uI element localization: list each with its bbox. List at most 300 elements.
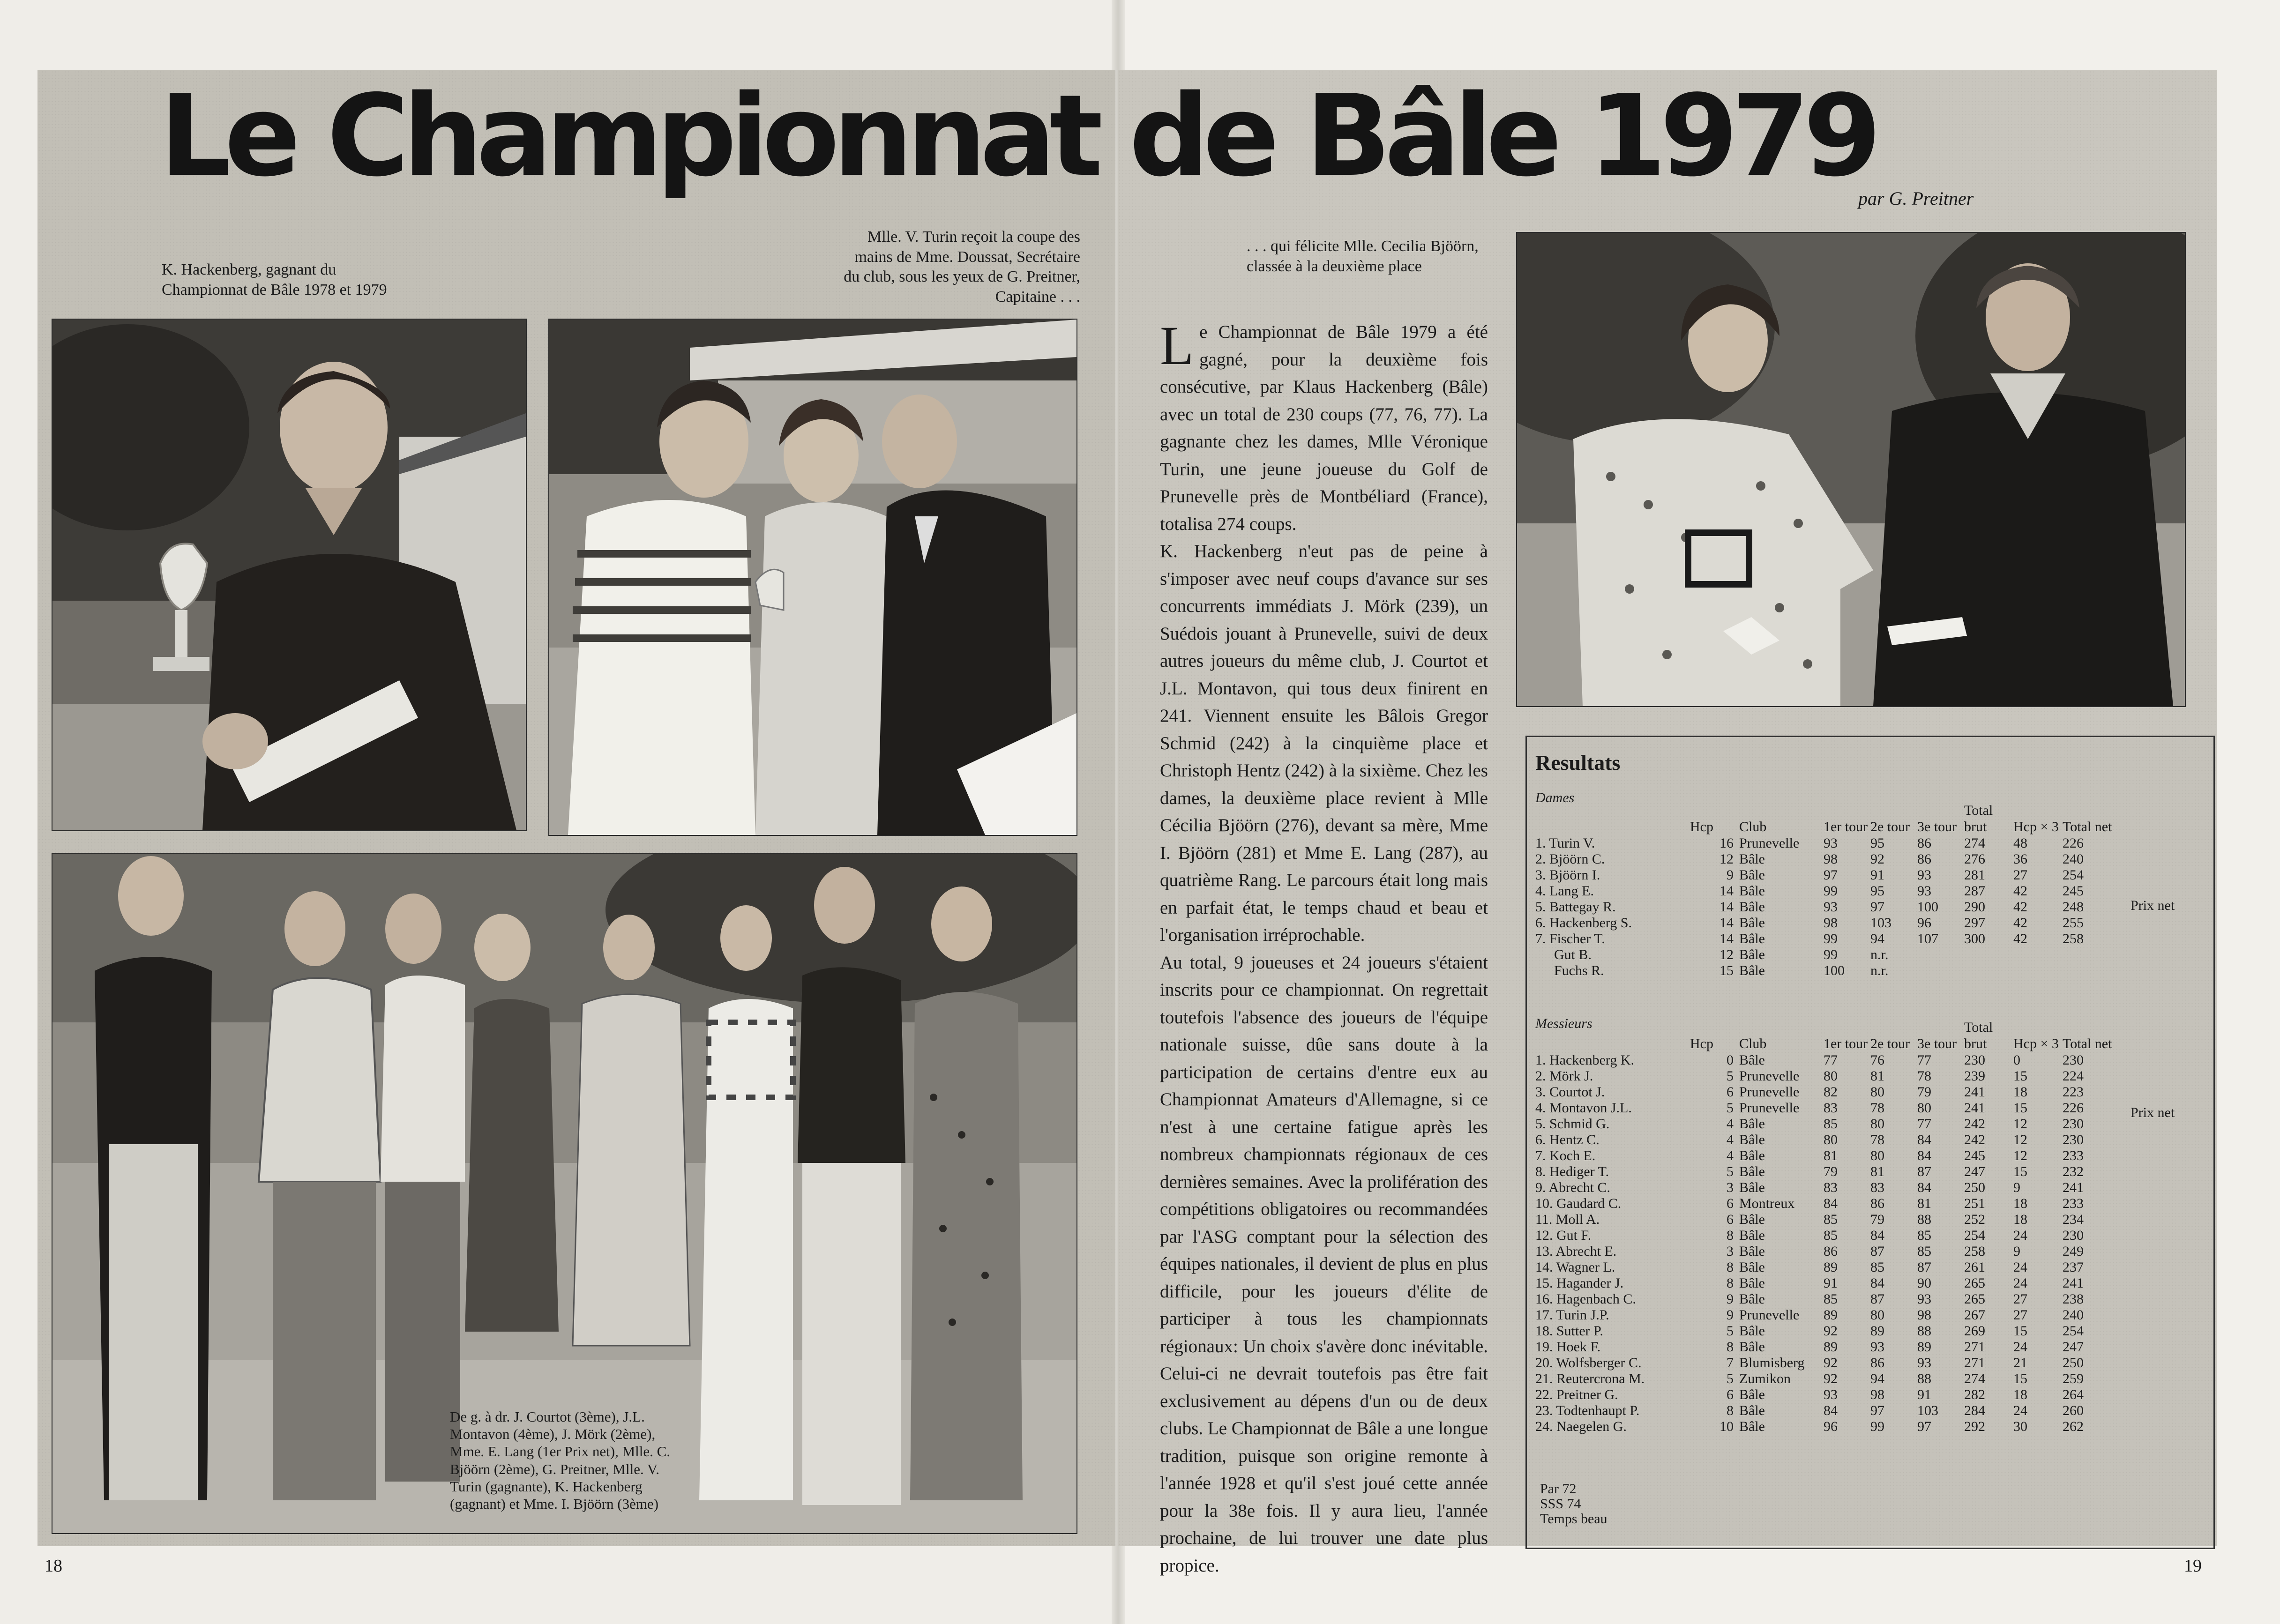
table-cell: 260	[2063, 1402, 2084, 1418]
table-cell: 284	[1964, 1402, 1985, 1418]
table-cell: 27	[2013, 1307, 2027, 1323]
table-cell: 258	[1964, 1243, 1985, 1259]
table-cell: 97	[1870, 899, 1884, 915]
table-cell: 241	[2063, 1179, 2084, 1195]
table-cell: Prunevelle	[1739, 1068, 1800, 1084]
table-cell: 98	[1917, 1307, 1931, 1323]
prix-net-note-dames: Prix net	[2130, 898, 2175, 913]
table-row	[1535, 1116, 2114, 1132]
table-row	[1535, 867, 2114, 883]
table-cell: 6	[1727, 1084, 1734, 1100]
table-cell	[1917, 946, 1964, 962]
section-label-dames: Dames	[1535, 790, 1575, 805]
table-cell: Gut B.	[1554, 946, 1592, 962]
table-cell: 240	[2063, 1307, 2084, 1323]
table-cell: 5	[1727, 1068, 1734, 1084]
table-cell: 92	[1824, 1355, 1838, 1371]
table-cell: 24	[2013, 1227, 2027, 1243]
table-cell: 89	[1824, 1307, 1838, 1323]
table-cell: 6. Hentz C.	[1535, 1132, 1600, 1147]
table-cell: Bâle	[1739, 1179, 1765, 1195]
table-cell: Bâle	[1739, 1116, 1765, 1132]
table-cell: 230	[2063, 1116, 2084, 1132]
table-cell: 230	[2063, 1052, 2084, 1068]
table-cell: 80	[1870, 1084, 1884, 1100]
table-row	[1535, 915, 2114, 931]
table-cell: 96	[1917, 915, 1931, 931]
header-total-net: Total net	[2063, 1035, 2112, 1051]
table-cell: 87	[1917, 1163, 1931, 1179]
results-table-messieurs	[1535, 1020, 2114, 1434]
table-cell: Bâle	[1739, 899, 1765, 915]
table-row	[1535, 1291, 2114, 1307]
header-hcp: Hcp	[1690, 819, 1713, 834]
table-cell: 264	[2063, 1386, 2084, 1402]
table-cell: 265	[1964, 1291, 1985, 1307]
results-box	[1525, 736, 2215, 1549]
table-row	[1535, 1323, 2114, 1339]
table-cell: 254	[1964, 1227, 1985, 1243]
table-cell: 16. Hagenbach C.	[1535, 1291, 1636, 1307]
table-cell: 6	[1727, 1211, 1734, 1227]
table-cell: 9. Abrecht C.	[1535, 1179, 1610, 1195]
table-cell: 24	[2013, 1259, 2027, 1275]
table-cell: 3. Courtot J.	[1535, 1084, 1605, 1100]
caption-group: De g. à dr. J. Courtot (3ème), J.L. Montavon (4ème), J. Mörk (2ème), Mme. E. Lang (1er Prix net), Mlle. C. Bjöörn (2ème), G. Preitner, Mlle. V. Turin (gagnante), K. Hackenberg (gagnant) et Mme. I. Bjöörn (3ème)	[450, 1408, 671, 1512]
table-row	[1535, 883, 2114, 899]
table-cell: 269	[1964, 1323, 1985, 1339]
table-cell: 230	[2063, 1227, 2084, 1243]
table-cell: 1. Hackenberg K.	[1535, 1052, 1635, 1068]
table-cell: 240	[2063, 851, 2084, 867]
table-cell: 274	[1964, 835, 1985, 851]
table-cell: 223	[2063, 1084, 2084, 1100]
table-cell: 103	[1917, 1402, 1938, 1418]
table-cell: 84	[1870, 1275, 1884, 1291]
table-cell: 88	[1917, 1323, 1931, 1339]
table-cell: 262	[2063, 1418, 2084, 1434]
table-cell: 233	[2063, 1147, 2084, 1163]
table-cell: 24. Naegelen G.	[1535, 1418, 1627, 1434]
table-cell: 83	[1824, 1100, 1838, 1116]
table-cell: 230	[2063, 1132, 2084, 1147]
table-row	[1535, 1227, 2114, 1243]
table-row	[1535, 1211, 2114, 1227]
table-cell: 281	[1964, 867, 1985, 883]
table-row	[1535, 1132, 2114, 1147]
header-total-net: Total net	[2063, 819, 2112, 834]
table-cell	[1917, 962, 1964, 978]
table-cell: 6	[1727, 1386, 1734, 1402]
table-cell: 12	[1719, 946, 1734, 962]
table-cell: 84	[1917, 1132, 1931, 1147]
table-cell: 107	[1917, 931, 1938, 946]
table-cell: 93	[1917, 1291, 1931, 1307]
table-cell: Bâle	[1739, 1339, 1765, 1355]
table-row	[1535, 1355, 2114, 1371]
table-cell: 88	[1917, 1211, 1931, 1227]
table-cell: 95	[1870, 883, 1884, 899]
table-cell: 248	[2063, 899, 2084, 915]
results-table-dames	[1535, 803, 2114, 978]
table-cell: 259	[2063, 1371, 2084, 1386]
table-cell: 237	[2063, 1259, 2084, 1275]
table-cell: 9	[2013, 1179, 2020, 1195]
table-row	[1535, 931, 2114, 946]
table-cell: 97	[1917, 1418, 1931, 1434]
table-cell: 233	[2063, 1195, 2084, 1211]
table-row	[1535, 1402, 2114, 1418]
table-cell: 18	[2013, 1195, 2027, 1211]
table-cell: 86	[1917, 835, 1931, 851]
table-cell: 99	[1824, 946, 1838, 962]
table-cell: 5	[1727, 1323, 1734, 1339]
photo-bjoorn	[1516, 232, 2186, 707]
table-cell: Bâle	[1739, 1323, 1765, 1339]
table-cell: Bâle	[1739, 1386, 1765, 1402]
table-cell: 8	[1727, 1339, 1734, 1355]
table-cell: 254	[2063, 1323, 2084, 1339]
table-cell: 247	[2063, 1339, 2084, 1355]
caption-turin: Mlle. V. Turin reçoit la coupe des mains de Mme. Doussat, Secrétaire du club, sous les yeux de G. Preitner, Capitaine . . .	[844, 228, 1080, 305]
table-cell: 9	[1727, 1291, 1734, 1307]
table-cell: 42	[2013, 915, 2027, 931]
table-cell: 86	[1870, 1195, 1884, 1211]
table-cell: 15. Hagander J.	[1535, 1275, 1624, 1291]
table-cell: Bâle	[1739, 946, 1765, 962]
header-round-2: 2e tour	[1870, 1035, 1910, 1051]
table-cell: 87	[1870, 1291, 1884, 1307]
table-cell: 14	[1719, 899, 1734, 915]
table-cell: 287	[1964, 883, 1985, 899]
table-row	[1535, 835, 2114, 851]
table-cell: Bâle	[1739, 1052, 1765, 1068]
table-cell: 77	[1917, 1116, 1931, 1132]
table-cell: 18. Sutter P.	[1535, 1323, 1604, 1339]
table-row	[1535, 899, 2114, 915]
header-club: Club	[1739, 1035, 1767, 1051]
table-cell: 98	[1824, 851, 1838, 867]
table-cell: Bâle	[1739, 1243, 1765, 1259]
header-round-3: 3e tour	[1917, 819, 1957, 834]
table-cell: 99	[1870, 1418, 1884, 1434]
table-cell: 85	[1917, 1243, 1931, 1259]
table-cell: Bâle	[1739, 1211, 1765, 1227]
table-row	[1535, 946, 2114, 962]
table-cell: 80	[1870, 1307, 1884, 1323]
table-cell: 12	[1719, 851, 1734, 867]
table-cell: 15	[2013, 1371, 2027, 1386]
table-cell: 83	[1870, 1179, 1884, 1195]
table-cell: 93	[1824, 1386, 1838, 1402]
photo-turin-cup	[548, 319, 1077, 836]
table-cell: 8. Hediger T.	[1535, 1163, 1609, 1179]
table-cell: 11. Moll A.	[1535, 1211, 1600, 1227]
table-cell: 5	[1727, 1371, 1734, 1386]
table-cell: 7. Fischer T.	[1535, 931, 1605, 946]
header-hcp-x3: Hcp × 3	[2013, 1035, 2059, 1051]
table-cell: 247	[1964, 1163, 1985, 1179]
table-cell: Bâle	[1739, 851, 1765, 867]
table-cell: 17. Turin J.P.	[1535, 1307, 1609, 1323]
table-cell: 79	[1917, 1084, 1931, 1100]
table-row	[1535, 1147, 2114, 1163]
table-cell: 99	[1824, 883, 1838, 899]
table-cell: Bâle	[1739, 1163, 1765, 1179]
table-cell: 27	[2013, 867, 2027, 883]
table-cell: 85	[1824, 1291, 1838, 1307]
table-header-row	[1535, 803, 2114, 835]
table-cell: 15	[2013, 1068, 2027, 1084]
table-cell: 103	[1870, 915, 1891, 931]
table-cell: 84	[1917, 1147, 1931, 1163]
table-cell: 94	[1870, 1371, 1884, 1386]
table-cell: 77	[1824, 1052, 1838, 1068]
table-cell: 14	[1719, 883, 1734, 899]
table-row	[1535, 1163, 2114, 1179]
table-cell: Bâle	[1739, 1259, 1765, 1275]
table-row	[1535, 1259, 2114, 1275]
table-cell	[2013, 946, 2063, 962]
table-cell: Bâle	[1739, 1132, 1765, 1147]
table-cell: 271	[1964, 1339, 1985, 1355]
article-paragraph-2: K. Hackenberg n'eut pas de peine à s'imposer avec neuf coups d'avance sur ses concurrents immédiats J. Mörk (239), un Suédois jouant à Prunevelle, suivi de deux autres joueurs du même club, J. Courtot et J.L. Montavon, qui tous deux finirent en 241. Viennent ensuite les Bâlois Gregor Schmid (242) à la cinquième place et Christoph Hentz (242) à la sixième. Chez les dames, la deuxième place revient à Mlle Cécilia Bjöörn (276), devant sa mère, Mme I. Bjöörn (281) et Mme E. Lang (287), au quatrième Rang. Le parcours était long mais en parfait état, le temps chaud et beau et l'organisation irréprochable.	[1160, 541, 1488, 945]
table-cell: 12	[2013, 1116, 2027, 1132]
table-cell: 27	[2013, 1291, 2027, 1307]
table-cell: 79	[1870, 1211, 1884, 1227]
table-row	[1535, 1307, 2114, 1323]
table-cell: 14	[1719, 915, 1734, 931]
table-cell: Bâle	[1739, 1418, 1765, 1434]
table-cell: 96	[1824, 1418, 1838, 1434]
footer-par: Par 72	[1540, 1481, 1577, 1497]
table-cell: 80	[1870, 1147, 1884, 1163]
section-label-messieurs: Messieurs	[1535, 1016, 1592, 1031]
footer-sss: SSS 74	[1540, 1496, 1581, 1512]
table-cell: 238	[2063, 1291, 2084, 1307]
table-cell: 94	[1870, 931, 1884, 946]
table-cell: Bâle	[1739, 1275, 1765, 1291]
table-cell: 84	[1870, 1227, 1884, 1243]
table-cell: 0	[2013, 1052, 2020, 1068]
table-cell: 5. Battegay R.	[1535, 899, 1616, 915]
photo-hackenberg	[52, 319, 527, 831]
table-cell: 4. Lang E.	[1535, 883, 1594, 899]
table-cell: 24	[2013, 1339, 2027, 1355]
table-cell: 1. Turin V.	[1535, 835, 1595, 851]
table-cell: 7	[1727, 1355, 1734, 1371]
table-cell: 95	[1870, 835, 1884, 851]
table-cell: 12. Gut F.	[1535, 1227, 1592, 1243]
table-cell: Bâle	[1739, 1291, 1765, 1307]
table-cell	[1964, 946, 2013, 962]
header-hcp: Hcp	[1690, 1035, 1713, 1051]
table-cell: 8	[1727, 1275, 1734, 1291]
table-row	[1535, 1275, 2114, 1291]
table-cell: 5. Schmid G.	[1535, 1116, 1610, 1132]
table-cell	[2013, 962, 2063, 978]
table-cell: 241	[2063, 1275, 2084, 1291]
table-cell: Bâle	[1739, 1227, 1765, 1243]
table-row	[1535, 851, 2114, 867]
table-cell: 232	[2063, 1163, 2084, 1179]
table-cell: 85	[1870, 1259, 1884, 1275]
table-cell: 14. Wagner L.	[1535, 1259, 1615, 1275]
table-cell: 4. Montavon J.L.	[1535, 1100, 1632, 1116]
table-cell	[1964, 962, 2013, 978]
table-cell: 7. Koch E.	[1535, 1147, 1596, 1163]
table-cell: 99	[1824, 931, 1838, 946]
table-cell: Bâle	[1739, 915, 1765, 931]
table-cell: 80	[1870, 1116, 1884, 1132]
table-cell: 22. Preitner G.	[1535, 1386, 1618, 1402]
table-cell: 4	[1727, 1116, 1734, 1132]
table-cell: 15	[1719, 962, 1734, 978]
table-cell: 19. Hoek F.	[1535, 1339, 1601, 1355]
table-cell: 88	[1917, 1371, 1931, 1386]
table-cell: 18	[2013, 1386, 2027, 1402]
table-cell: 87	[1917, 1259, 1931, 1275]
table-row	[1535, 1052, 2114, 1068]
table-cell: 241	[1964, 1084, 1985, 1100]
table-cell: 91	[1917, 1386, 1931, 1402]
table-cell: 18	[2013, 1084, 2027, 1100]
table-cell: Bâle	[1739, 1402, 1765, 1418]
table-cell: 12	[2013, 1132, 2027, 1147]
table-cell: Bâle	[1739, 1147, 1765, 1163]
table-row	[1535, 1339, 2114, 1355]
table-cell: 251	[1964, 1195, 1985, 1211]
table-cell: 10	[1719, 1418, 1734, 1434]
table-cell: 16	[1719, 835, 1734, 851]
table-cell: 15	[2013, 1163, 2027, 1179]
table-cell: 93	[1824, 835, 1838, 851]
table-row	[1535, 1100, 2114, 1116]
table-cell: 87	[1870, 1243, 1884, 1259]
table-cell: 12	[2013, 1147, 2027, 1163]
table-cell: 265	[1964, 1275, 1985, 1291]
table-cell: 84	[1917, 1179, 1931, 1195]
table-row	[1535, 1371, 2114, 1386]
footer-weather: Temps beau	[1540, 1511, 1607, 1527]
header-round-1: 1er tour	[1824, 819, 1868, 834]
header-total-brut: Total brut	[1964, 803, 1993, 834]
table-cell: 242	[1964, 1116, 1985, 1132]
byline: par G. Preitner	[1858, 188, 1974, 209]
table-cell: 226	[2063, 835, 2084, 851]
table-cell: 78	[1870, 1132, 1884, 1147]
table-cell: 8	[1727, 1259, 1734, 1275]
results-title: Resultats	[1535, 751, 1621, 775]
table-cell: 5	[1727, 1100, 1734, 1116]
table-cell: 3	[1727, 1243, 1734, 1259]
table-cell: 24	[2013, 1402, 2027, 1418]
table-row	[1535, 1195, 2114, 1211]
table-cell: Blumisberg	[1739, 1355, 1805, 1371]
table-cell: 80	[1917, 1100, 1931, 1116]
table-cell: Zumikon	[1739, 1371, 1791, 1386]
table-cell: 89	[1870, 1323, 1884, 1339]
table-cell: 6. Hackenberg S.	[1535, 915, 1632, 931]
header-club: Club	[1739, 819, 1767, 834]
table-cell: 81	[1870, 1163, 1884, 1179]
table-cell: Prunevelle	[1739, 1084, 1800, 1100]
table-cell: 254	[2063, 867, 2084, 883]
table-cell: 85	[1824, 1116, 1838, 1132]
table-cell: 4	[1727, 1147, 1734, 1163]
table-cell: 84	[1824, 1195, 1838, 1211]
table-cell: 242	[1964, 1132, 1985, 1147]
table-cell: 86	[1870, 1355, 1884, 1371]
table-cell: 255	[2063, 915, 2084, 931]
table-cell: 93	[1870, 1339, 1884, 1355]
table-cell: 250	[1964, 1179, 1985, 1195]
table-cell: 241	[1964, 1100, 1985, 1116]
table-cell: 3	[1727, 1179, 1734, 1195]
table-cell: 78	[1917, 1068, 1931, 1084]
table-cell: 271	[1964, 1355, 1985, 1371]
table-row	[1535, 1386, 2114, 1402]
table-cell: 267	[1964, 1307, 1985, 1323]
table-cell: 91	[1870, 867, 1884, 883]
header-hcp-x3: Hcp × 3	[2013, 819, 2059, 834]
table-cell: 82	[1824, 1084, 1838, 1100]
table-cell: 224	[2063, 1068, 2084, 1084]
table-cell: 21. Reutercrona M.	[1535, 1371, 1645, 1386]
table-cell: 245	[2063, 883, 2084, 899]
table-cell: 85	[1824, 1227, 1838, 1243]
table-cell: 89	[1824, 1259, 1838, 1275]
table-cell: 9	[1727, 1307, 1734, 1323]
table-cell: n.r.	[1870, 962, 1889, 978]
table-cell: 252	[1964, 1211, 1985, 1227]
table-cell: n.r.	[1870, 946, 1889, 962]
table-cell: 81	[1870, 1068, 1884, 1084]
table-cell: 78	[1870, 1100, 1884, 1116]
table-cell: 80	[1824, 1068, 1838, 1084]
table-cell: 84	[1824, 1402, 1838, 1418]
table-cell: 80	[1824, 1132, 1838, 1147]
table-cell: 20. Wolfsberger C.	[1535, 1355, 1642, 1371]
table-cell: 2. Mörk J.	[1535, 1068, 1593, 1084]
table-cell: Prunevelle	[1739, 1307, 1800, 1323]
table-cell: 100	[1824, 962, 1845, 978]
table-header-row	[1535, 1020, 2114, 1052]
table-cell: 93	[1917, 867, 1931, 883]
table-cell: 98	[1824, 915, 1838, 931]
table-cell: 85	[1917, 1227, 1931, 1243]
table-cell: 9	[1727, 867, 1734, 883]
table-cell: 100	[1917, 899, 1938, 915]
table-cell: 97	[1870, 1402, 1884, 1418]
table-cell: Prunevelle	[1739, 835, 1800, 851]
table-cell: 8	[1727, 1227, 1734, 1243]
table-cell: 15	[2013, 1100, 2027, 1116]
article-paragraph-1: e Championnat de Bâle 1979 a été gagné, pour la deuxième fois consécutive, par Klaus Hackenberg (Bâle) avec un total de 230 coups (77, 76, 77). La gagnante chez les dames, Mlle Véronique Turin, une jeune joueuse du Golf de Prunevelle près de Montbéliard (France), totalisa 274 coups.	[1160, 322, 1488, 534]
table-cell: 97	[1824, 867, 1838, 883]
table-cell: 42	[2013, 899, 2027, 915]
header-round-3: 3e tour	[1917, 1035, 1957, 1051]
table-cell: 23. Todtenhaupt P.	[1535, 1402, 1640, 1418]
table-cell: 93	[1917, 883, 1931, 899]
table-row	[1535, 1068, 2114, 1084]
table-cell: 250	[2063, 1355, 2084, 1371]
table-cell: 90	[1917, 1275, 1931, 1291]
article-paragraph-3: Au total, 9 joueuses et 24 joueurs s'étaient inscrits pour ce championnat. On regrettait toutefois l'absence des joueurs de l'équipe nationale suisse, dûe sans doute à la participation de certains d'entre eux au Championnat Amateurs d'Allemagne, si ce n'est à une certaine fatigue après les nombreux championnats régionaux de ces dernières semaines. Avec la prolifération des compétitions obligatoires ou recommandées par l'ASG comptant pour la sélection des équipes nationales, il devient de plus en plus difficile, pour les joueurs d'élite de participer à tous les championnats régionaux: Un choix s'avère donc inévitable. Celui-ci ne devrait toutefois pas être fait exclusivement au dépens d'un ou de deux clubs. Le Championnat de Bâle a une longue tradition, puisque son origine remonte à l'année 1928 et qu'il s'est joué cette année pour la 38e fois. Il y aura lieu, l'année prochaine, de lui trouver une date plus propice.	[1160, 952, 1488, 1576]
table-row	[1535, 1418, 2114, 1434]
table-cell: 9	[2013, 1243, 2020, 1259]
table-cell: 300	[1964, 931, 1985, 946]
